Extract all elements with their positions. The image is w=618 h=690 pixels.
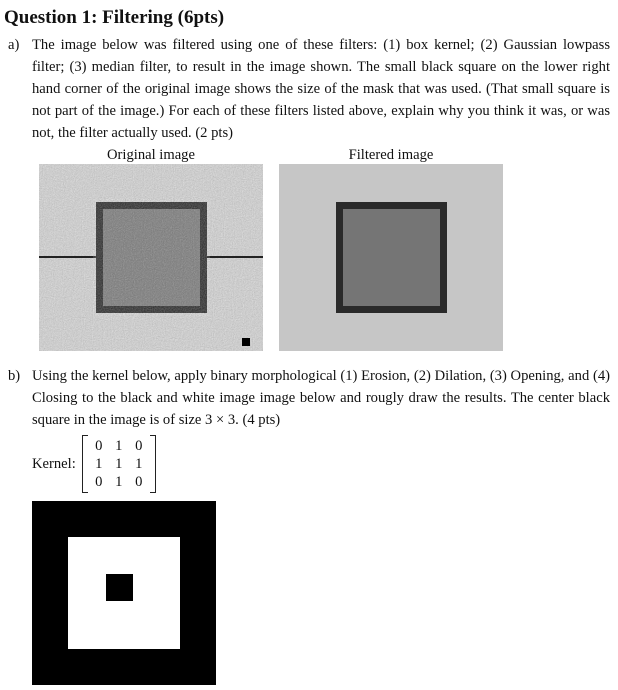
binary-image [32,501,216,685]
binary-image-wrapper [32,501,618,690]
kernel-row [32,435,618,493]
kernel-cell: 0 [135,438,143,454]
filtered-image-caption: Filtered image [348,147,434,163]
part-a-text: The image below was filtered using one of these filters: (1) box kernel; (2) Gaussian lowpass filter; (3) median filter, to result in the image shown. The small black square on the lower right hand corner of the original image shows the size of the mask that was used. (That small square is not part of the image.) For each of these filters listed above, explain why you think it was, or was not, the filter actually used. (2 pts) [32,37,610,141]
kernel-matrix [82,435,156,493]
filtered-figure [279,146,503,351]
kernel-cell: 1 [95,456,103,472]
kernel-cell: 0 [95,474,103,490]
part-b-marker: b) [8,368,21,384]
kernel-label: Kernel: [32,455,76,472]
original-image-caption: Original image [107,147,195,163]
kernel-cell: 0 [135,474,143,490]
original-figure [39,146,263,351]
question-title: Question 1: Filtering (6pts) [4,7,225,28]
kernel-cell: 1 [135,456,143,472]
figure-row [39,146,618,351]
part-b [8,365,618,431]
kernel-cell: 1 [115,438,123,454]
kernel-cell: 0 [95,438,103,454]
binary-image-white-region [68,537,180,649]
part-a-marker: a) [8,37,20,53]
filtered-image [279,164,503,351]
kernel-cell: 1 [115,456,123,472]
part-a [8,34,618,144]
binary-image-center-square [106,574,133,601]
part-b-text: Using the kernel below, apply binary morphological (1) Erosion, (2) Dilation, (3) Opening, and (4) Closing to the black and white image image below and rougly draw the results. The center black square in the image is of size 3 × 3. (4 pts) [32,368,610,428]
kernel-cell: 1 [115,474,123,490]
original-image [39,164,263,351]
